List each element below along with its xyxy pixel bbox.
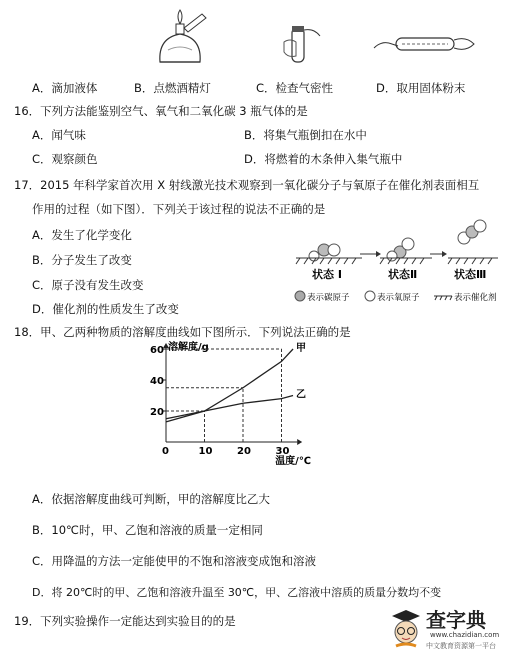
state-1-label: 状态 I	[312, 268, 342, 281]
powder-test-tube-illustration	[368, 28, 480, 60]
x-axis-arrow	[297, 439, 302, 445]
airtightness-check-illustration	[280, 22, 326, 66]
solubility-chart	[140, 340, 320, 470]
q18-option-d: D．将 20℃时的甲、乙饱和溶液升温至 30℃，甲、乙溶液中溶质的质量分数均不变	[32, 586, 442, 599]
catalyst-process-diagram	[292, 216, 502, 306]
q15-option-d: D．取用固体粉末	[376, 81, 466, 95]
legend-oxygen: 表示氧原子	[377, 293, 420, 303]
y-tick-label: 60	[150, 345, 164, 356]
watermark-slogan: 中文教育资源第一平台	[426, 642, 496, 650]
q17-option-a: A．发生了化学变化	[32, 228, 132, 242]
mascot-logo	[386, 606, 426, 650]
watermark-url: www.chazidian.com	[430, 631, 500, 639]
q17-stem-line1: 17．2015 年科学家首次用 X 射线激光技术观察到一氧化碳分子与氧原子在催化剂表面相互	[14, 178, 480, 192]
state-3-molecules	[458, 220, 486, 244]
q15-option-a: A．滴加液体	[32, 81, 98, 95]
x-tick-label: 30	[275, 446, 290, 457]
q15-option-b: B．点燃酒精灯	[134, 81, 211, 95]
x-tick-label: 10	[198, 446, 213, 457]
x-axis-label: 温度/℃	[275, 456, 311, 467]
q15-option-c: C．检查气密性	[256, 81, 334, 95]
q16-option-a: A．闻气味	[32, 128, 86, 142]
q17-option-d: D．催化剂的性质发生了改变	[32, 302, 179, 316]
y-tick-label: 20	[150, 407, 164, 418]
q18-stem: 18．甲、乙两种物质的溶解度曲线如下图所示．下列说法正确的是	[14, 325, 351, 339]
q17-option-b: B．分子发生了改变	[32, 253, 132, 267]
series-line-jia	[166, 349, 293, 422]
q16-option-c: C．观察颜色	[32, 152, 98, 166]
q17-option-c: C．原子没有发生改变	[32, 278, 144, 292]
legend-catalyst: 表示催化剂	[454, 293, 497, 303]
q16-stem: 16．下列方法能鉴别空气、氧气和二氧化碳 3 瓶气体的是	[14, 104, 308, 118]
q18-option-b: B．10℃时，甲、乙饱和溶液的质量一定相同	[32, 523, 263, 537]
q17-stem-line2: 作用的过程（如下图）．下列关于该过程的说法不正确的是	[32, 202, 326, 216]
y-tick-label: 40	[150, 376, 164, 387]
chazidian-watermark	[386, 604, 508, 658]
q18-option-c: C．用降温的方法一定能使甲的不饱和溶液变成饱和溶液	[32, 554, 317, 568]
state-2-label: 状态Ⅱ	[388, 268, 418, 281]
x-tick-label: 0	[162, 446, 169, 457]
legend-carbon: 表示碳原子	[307, 293, 350, 303]
q16-option-d: D．将燃着的木条伸入集气瓶中	[244, 152, 403, 166]
q19-stem: 19．下列实验操作一定能达到实验目的的是	[14, 614, 236, 628]
q16-option-b: B．将集气瓶倒扣在水中	[244, 128, 367, 142]
state-3-label: 状态Ⅲ	[454, 268, 487, 281]
x-tick-label: 20	[237, 446, 251, 457]
q18-option-a: A．依据溶解度曲线可判断，甲的溶解度比乙大	[32, 492, 270, 506]
watermark-brand: 查字典	[426, 608, 486, 632]
series-line-yi	[166, 396, 293, 419]
alcohol-lamp-illustration	[150, 4, 210, 70]
y-axis-label: 溶解度/g	[168, 342, 209, 353]
series-label-jia: 甲	[296, 343, 307, 354]
series-label-yi: 乙	[296, 389, 307, 401]
